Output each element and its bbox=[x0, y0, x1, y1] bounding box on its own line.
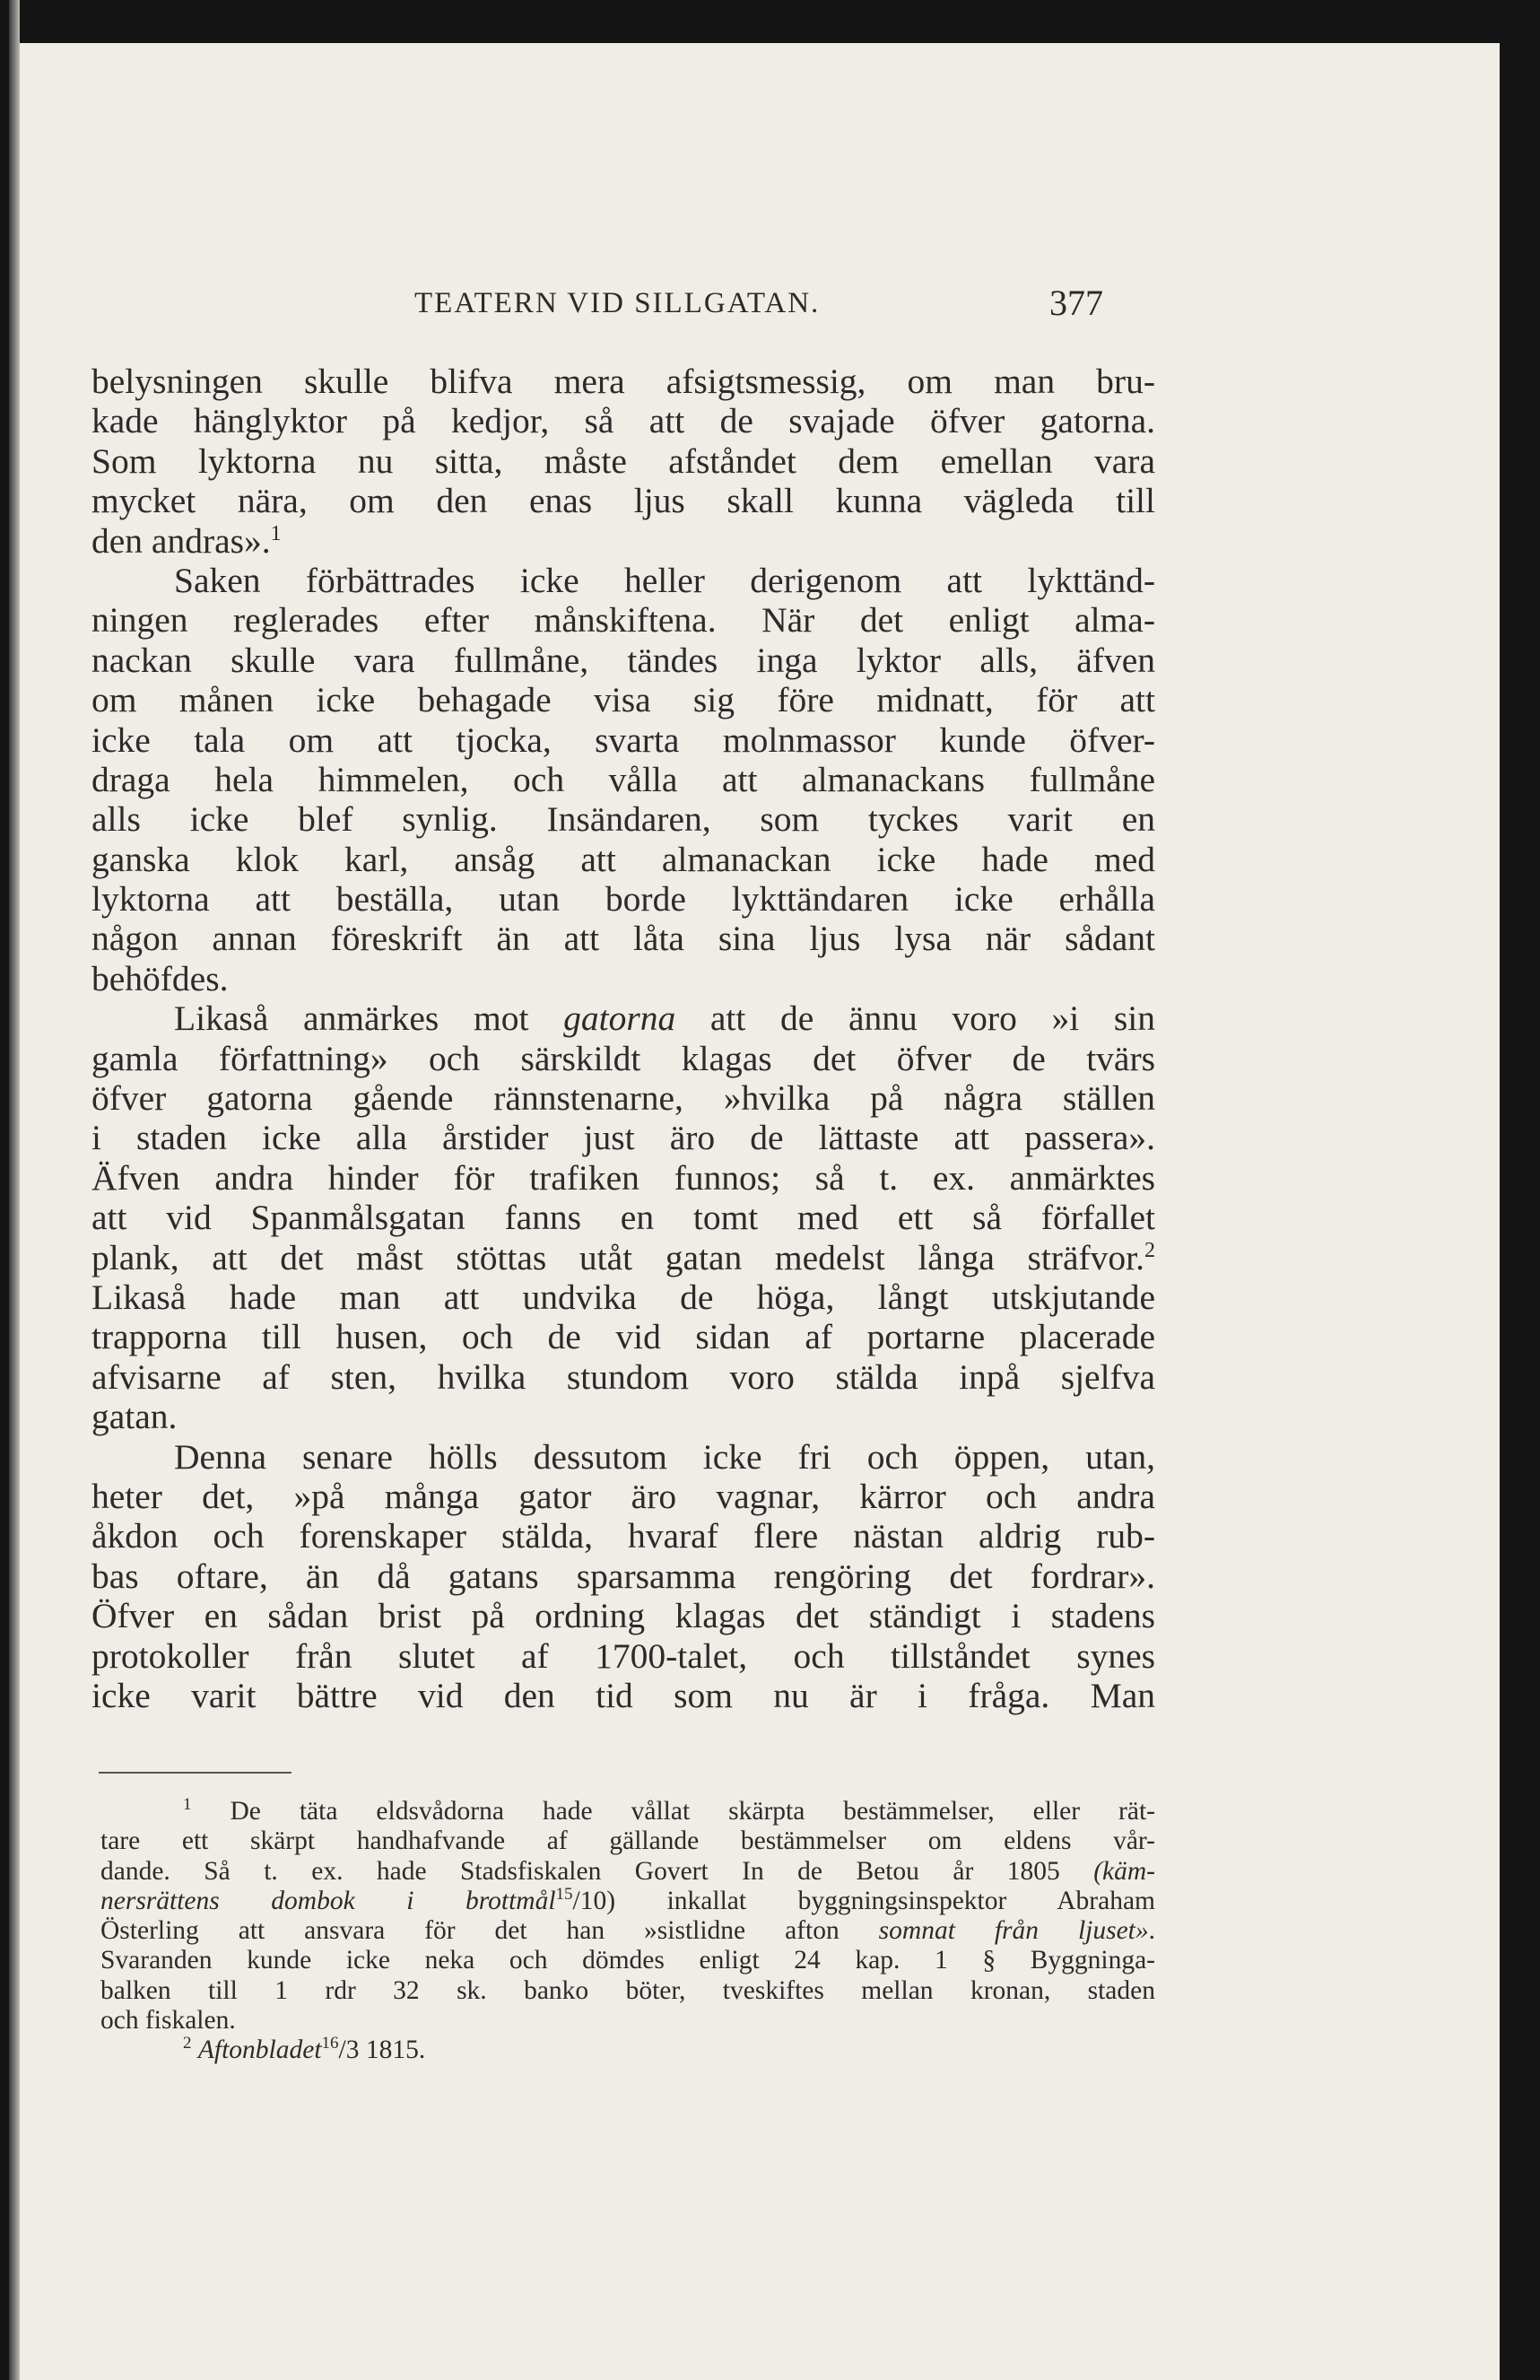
footnotes bbox=[100, 1797, 1155, 2066]
line-text: bas oftare, än då gatans sparsamma rengöring det fordrar». bbox=[91, 1556, 1155, 1596]
body-line bbox=[91, 401, 1155, 440]
page-header bbox=[9, 283, 1500, 332]
italic-text: somnat från ljuset» bbox=[878, 1916, 1149, 1946]
superscript: 15 bbox=[555, 1885, 573, 1905]
body-line bbox=[91, 1277, 1155, 1317]
body-line bbox=[91, 1198, 1155, 1237]
footnote-line bbox=[100, 1857, 1155, 1887]
line-text: Svaranden kunde icke neka och dömdes enligt 24 kap. 1 § Byggninga- bbox=[100, 1946, 1155, 1975]
footnote-marker: 1 bbox=[183, 1795, 192, 1815]
line-text: att de ännu voro »i sin bbox=[675, 998, 1155, 1039]
footnote-rule bbox=[99, 1772, 291, 1774]
line-text: ganska klok karl, ansåg att almanackan icke hade med bbox=[91, 839, 1155, 879]
line-text: belysningen skulle blifva mera afsigtsmessig, om man bru- bbox=[91, 362, 1155, 401]
line-text: trapporna till husen, och de vid sidan af portarne placerade bbox=[91, 1317, 1155, 1357]
line-text: någon annan föreskrift än att låta sina ljus lysa när sådant bbox=[91, 919, 1155, 959]
line-text: protokoller från slutet af 1700-talet, och tillståndet synes bbox=[91, 1635, 1155, 1676]
body-line bbox=[91, 561, 1155, 600]
body-line bbox=[91, 1238, 1155, 1277]
line-text: Saken förbättrades icke heller derigenom att lykttänd- bbox=[174, 560, 1155, 600]
line-text: . bbox=[1148, 1916, 1155, 1946]
footnote-line bbox=[100, 1887, 1155, 1916]
line-text: /10) inkallat byggningsinspektor Abraham bbox=[572, 1886, 1155, 1915]
line-text: dande. Så t. ex. hade Stadsfiskalen Govert In de Betou år 1805 bbox=[100, 1856, 1094, 1886]
line-text: gatan. bbox=[91, 1397, 178, 1437]
line-text: De täta eldsvådorna hade vållat skärpta bestämmelser, eller rät- bbox=[230, 1797, 1155, 1826]
line-text: Likaså hade man att undvika de höga, långt utskjutande bbox=[91, 1277, 1155, 1317]
line-text: Denna senare hölls dessutom icke fri och öppen, utan, bbox=[174, 1436, 1155, 1477]
body-line bbox=[91, 760, 1155, 799]
line-text: lyktorna att beställa, utan borde lykttändaren icke erhålla bbox=[91, 879, 1155, 920]
body-line bbox=[91, 1676, 1155, 1715]
body-line bbox=[91, 1596, 1155, 1635]
superscript: 1 bbox=[270, 521, 282, 545]
body-line bbox=[91, 362, 1155, 401]
footnote-line bbox=[100, 1797, 1155, 1826]
body-line bbox=[91, 1556, 1155, 1596]
line-text: heter det, »på många gator äro vagnar, kärror och andra bbox=[91, 1476, 1155, 1516]
body-line bbox=[91, 441, 1155, 481]
body-line bbox=[91, 481, 1155, 520]
line-text: om månen icke behagade visa sig före midnatt, för att bbox=[91, 680, 1155, 720]
body-line bbox=[91, 959, 1155, 998]
line-text: kade hänglyktor på kedjor, så att de svajade öfver gatorna. bbox=[91, 401, 1155, 441]
superscript: 2 bbox=[1144, 1238, 1155, 1262]
footnote-line bbox=[100, 1916, 1155, 1946]
page-number: 377 bbox=[1049, 283, 1103, 323]
body-line bbox=[91, 521, 1155, 561]
line-text: balken till 1 rdr 32 sk. banko böter, tveskiftes mellan kronan, staden bbox=[100, 1975, 1155, 2005]
footnote-line bbox=[100, 1946, 1155, 1975]
running-title: TEATERN VID SILLGATAN. bbox=[414, 287, 821, 319]
line-text: tare ett skärpt handhafvande af gällande bestämmelser om eldens vår- bbox=[100, 1826, 1155, 1856]
line-text: Öfver en sådan brist på ordning klagas det ständigt i stadens bbox=[91, 1596, 1155, 1636]
body-line bbox=[91, 1118, 1155, 1157]
line-text: och fiskalen. bbox=[100, 2006, 236, 2036]
body-text bbox=[91, 362, 1155, 1715]
superscript: 16 bbox=[321, 2034, 339, 2053]
line-text: öfver gatorna gående rännstenarne, »hvilka på några ställen bbox=[91, 1078, 1155, 1119]
line-text: draga hela himmelen, och vålla att almanackans fullmåne bbox=[91, 759, 1155, 799]
footnote-marker: 2 bbox=[183, 2034, 192, 2053]
line-text: Likaså anmärkes mot bbox=[174, 998, 564, 1039]
line-text: behöfdes. bbox=[91, 958, 229, 998]
body-line bbox=[91, 1397, 1155, 1436]
footnote-line bbox=[100, 1826, 1155, 1856]
body-line bbox=[91, 1437, 1155, 1477]
line-text: gamla författning» och särskildt klagas det öfver de tvärs bbox=[91, 1038, 1155, 1078]
line-text: åkdon och forenskaper stälda, hvaraf flere nästan aldrig rub- bbox=[91, 1516, 1155, 1556]
line-text: /3 1815. bbox=[338, 2036, 426, 2065]
line-text: ningen reglerades efter månskiftena. När det enligt alma- bbox=[91, 600, 1155, 641]
body-line bbox=[91, 641, 1155, 680]
line-text: att vid Spanmålsgatan fanns en tomt med ett så förfallet bbox=[91, 1198, 1155, 1238]
line-text: plank, att det måst stöttas utåt gatan medelst långa sträfvor. bbox=[91, 1237, 1144, 1277]
footnote-line bbox=[100, 1976, 1155, 2006]
body-line bbox=[91, 998, 1155, 1038]
body-line bbox=[91, 1636, 1155, 1676]
line-text: Äfven andra hinder för trafiken funnos; så t. ex. anmärktes bbox=[91, 1157, 1155, 1198]
line-text: Som lyktorna nu sitta, måste afståndet dem emellan vara bbox=[91, 440, 1155, 481]
italic-text: (käm- bbox=[1093, 1856, 1155, 1886]
line-text: den andras». bbox=[91, 520, 271, 561]
page-gutter bbox=[9, 0, 20, 2380]
line-text: i staden icke alla årstider just äro de lättaste att passera». bbox=[91, 1118, 1155, 1158]
body-line bbox=[91, 840, 1155, 879]
italic-text: gatorna bbox=[563, 998, 676, 1039]
line-text: icke tala om att tjocka, svarta molnmassor kunde öfver- bbox=[91, 719, 1155, 760]
line-text: alls icke blef synlig. Insändaren, som tyckes varit en bbox=[91, 799, 1155, 840]
body-line bbox=[91, 1317, 1155, 1356]
book-page bbox=[9, 43, 1500, 2380]
line-text: nackan skulle vara fullmåne, tändes inga lyktor alls, äfven bbox=[91, 640, 1155, 680]
body-line bbox=[91, 680, 1155, 719]
body-line bbox=[91, 1357, 1155, 1397]
body-line bbox=[91, 1039, 1155, 1078]
line-text: icke varit bättre vid den tid som nu är i fråga. Man bbox=[91, 1675, 1155, 1715]
body-line bbox=[91, 1477, 1155, 1516]
body-line bbox=[91, 1158, 1155, 1198]
footnote-line bbox=[100, 2006, 1155, 2036]
body-line bbox=[91, 1516, 1155, 1556]
italic-text: Aftonbladet bbox=[197, 2036, 322, 2065]
body-line bbox=[91, 1078, 1155, 1118]
line-text: Österling att ansvara för det han »sistlidne afton bbox=[100, 1916, 879, 1946]
italic-text: nersrättens dombok i brottmål bbox=[100, 1886, 556, 1915]
body-line bbox=[91, 919, 1155, 958]
body-line bbox=[91, 720, 1155, 760]
line-text: mycket nära, om den enas ljus skall kunna vägleda till bbox=[91, 481, 1155, 521]
body-line bbox=[91, 799, 1155, 839]
body-line bbox=[91, 600, 1155, 640]
line-text: afvisarne af sten, hvilka stundom voro stälda inpå sjelfva bbox=[91, 1356, 1155, 1397]
body-line bbox=[91, 879, 1155, 919]
footnote-line bbox=[100, 2036, 1155, 2065]
